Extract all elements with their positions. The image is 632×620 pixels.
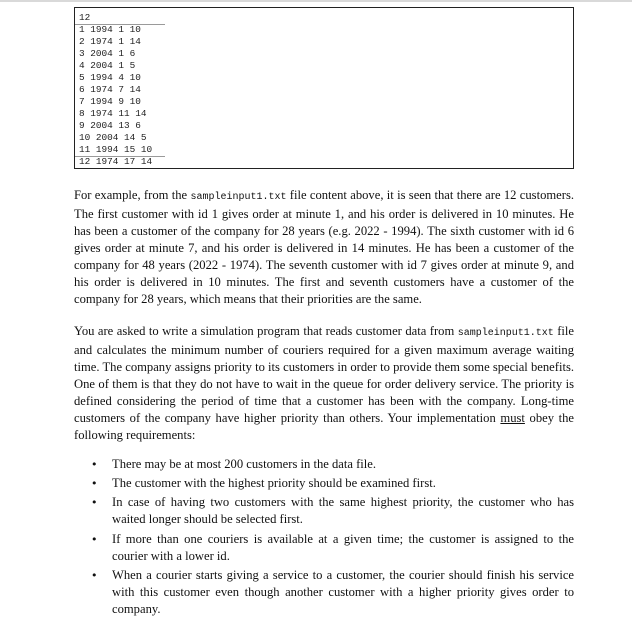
code-line: 10 2004 14 5 (79, 132, 147, 143)
list-item (74, 531, 574, 565)
bullet-icon: • (91, 496, 98, 510)
code-line: 8 1974 11 14 (79, 108, 147, 119)
code-line: 4 2004 1 5 (79, 60, 136, 71)
bullet-icon: • (91, 477, 98, 491)
paragraph-text: file and calculates the minimum number of couriers required for a given maximum average waiting time. The company assigns priority to its customers in order to provide them some special benefits. One of them is that they do not have to wait in the queue for order delivery service. The priority is defined considering the period of time that a customer has been with the company. Long-time customers of the company have higher priority than others. Your implementation (74, 324, 574, 425)
task-paragraph (74, 323, 574, 444)
emphasis-must: must (500, 411, 525, 425)
code-line: 7 1994 9 10 (79, 96, 141, 107)
code-line: 6 1974 7 14 (79, 84, 141, 95)
requirements-list (74, 456, 574, 620)
code-line: 12 (79, 12, 91, 23)
list-item (74, 475, 574, 492)
example-paragraph (74, 187, 574, 308)
requirement-text: The customer with the highest priority should be examined first. (112, 476, 436, 491)
paragraph-text: You are asked to write a simulation program that reads customer data from (74, 324, 458, 338)
line-separator (75, 156, 165, 157)
top-divider (0, 0, 632, 2)
inline-filename: sampleinput1.txt (190, 192, 287, 203)
paragraph-text: file content above, it is seen that there are 12 customers. The first customer with id 1 gives order at minute 1, and his order is delivered in 10 minutes. He has been a customer of the company for 28 years (e.g. 2022 - 1994). The sixth customer with id 6 gives order at minute 7, and his order is delivered in 14 minutes. He has been a customer of the company for 48 years (2022 - 1974). The seventh customer with id 7 gives order at minute 9, and his order is delivered in 10 minutes. The first and seventh customers have a customer of the company for 28 years, which means that their priorities are the same. (74, 188, 574, 306)
requirement-text: There may be at most 200 customers in the data file. (112, 457, 377, 471)
inline-filename: sampleinput1.txt (457, 328, 554, 339)
code-line: 9 2004 13 6 (79, 120, 141, 131)
input-file-listing (74, 7, 574, 169)
code-line: 2 1974 1 14 (79, 36, 141, 47)
code-line: 5 1994 4 10 (79, 72, 141, 83)
code-line: 11 1994 15 10 (79, 144, 153, 155)
paragraph-text: obey the following requirements: (74, 411, 575, 442)
requirement-text: In case of having two customers with the same highest priority, the customer who has waited longer should be selected first. (112, 495, 574, 527)
bullet-icon: • (91, 532, 98, 546)
list-item (74, 456, 574, 473)
line-separator (75, 24, 165, 25)
code-line: 1 1994 1 10 (79, 24, 141, 35)
bullet-icon: • (91, 458, 98, 471)
requirement-text: If more than one couriers is available at a given time; the customer is assigned to the courier with a lower id. (112, 531, 574, 563)
requirement-text: When a courier starts giving a service to a customer, the courier should finish his service with this customer even though another customer with a higher priority gives order to company. (112, 567, 574, 616)
code-line: 12 1974 17 14 (79, 156, 153, 167)
list-item (74, 567, 574, 618)
code-line: 3 2004 1 6 (79, 48, 136, 59)
list-item (74, 494, 574, 528)
paragraph-text: For example, from the (74, 188, 191, 202)
bullet-icon: • (91, 568, 98, 582)
